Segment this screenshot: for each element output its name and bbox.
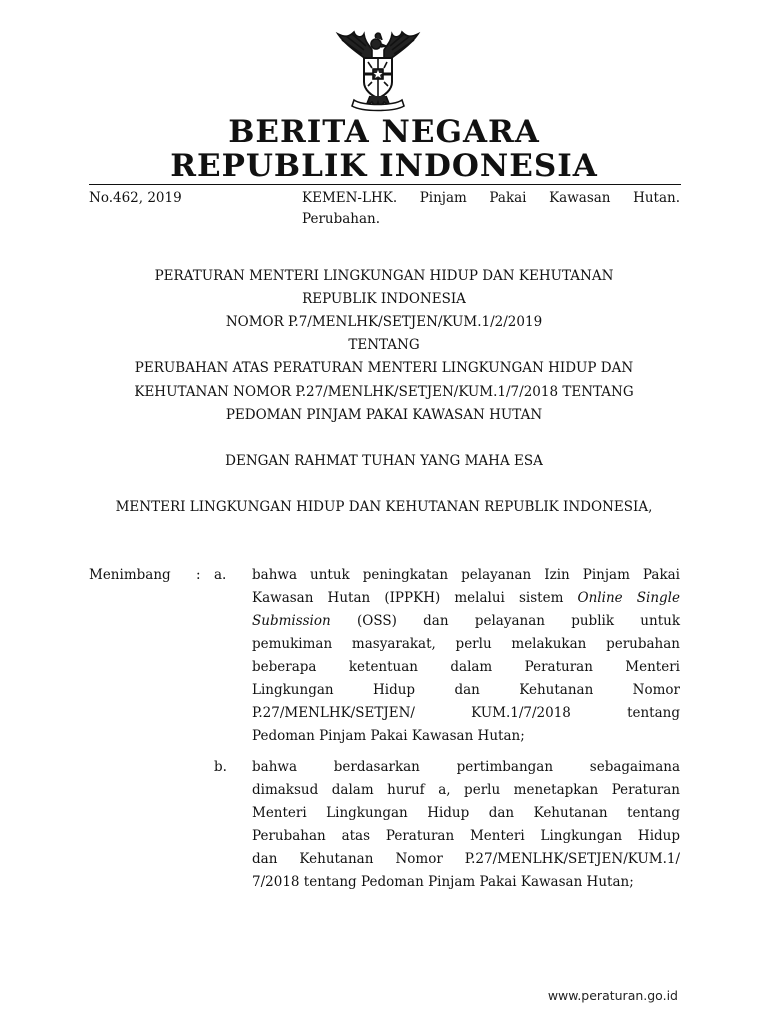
- authority-title: MENTERI LINGKUNGAN HIDUP DAN KEHUTANAN REPUBLIK INDONESIA,: [115, 499, 653, 515]
- item-b-line: dimaksud dalam huruf a, perlu menetapkan Peraturan: [252, 782, 680, 798]
- item-b-text: [252, 759, 680, 897]
- considering-colon: :: [196, 567, 201, 583]
- item-b-line: Perubahan atas Peraturan Menteri Lingkungan Hidup: [252, 828, 680, 844]
- heading-line: KEHUTANAN NOMOR P.27/MENLHK/SETJEN/KUM.1/7/2018 TENTANG: [134, 384, 634, 400]
- heading-line: PERUBAHAN ATAS PERATURAN MENTERI LINGKUNGAN HIDUP DAN: [134, 360, 634, 376]
- masthead-subtitle: REPUBLIK INDONESIA: [170, 148, 598, 184]
- masthead-title: BERITA NEGARA: [228, 114, 540, 150]
- heading-line: PERATURAN MENTERI LINGKUNGAN HIDUP DAN KEHUTANAN: [154, 268, 614, 284]
- item-a-line: beberapa ketentuan dalam Peraturan Menteri: [252, 659, 680, 675]
- item-a-line: P.27/MENLHK/SETJEN/ KUM.1/7/2018 tentang: [252, 705, 680, 721]
- item-b-marker: b.: [214, 759, 227, 775]
- masthead-rule: [89, 184, 681, 185]
- heading-line: TENTANG: [348, 337, 420, 353]
- gazette-subject-line-2: Perubahan.: [302, 211, 381, 227]
- footer-website-link[interactable]: www.peraturan.go.id: [547, 988, 678, 1003]
- item-b-line: 7/2018 tentang Pedoman Pinjam Pakai Kawasan Hutan;: [252, 874, 634, 890]
- item-a-text: [252, 567, 680, 751]
- considering-label: Menimbang: [89, 567, 171, 583]
- invocation: DENGAN RAHMAT TUHAN YANG MAHA ESA: [225, 453, 543, 469]
- item-b-line: Menteri Lingkungan Hidup dan Kehutanan tentang: [252, 805, 680, 821]
- gazette-number: No.462, 2019: [89, 190, 182, 206]
- heading-line: REPUBLIK INDONESIA: [302, 291, 466, 307]
- heading-line: NOMOR P.7/MENLHK/SETJEN/KUM.1/2/2019: [225, 314, 543, 330]
- heading-line: PEDOMAN PINJAM PAKAI KAWASAN HUTAN: [225, 407, 543, 423]
- item-a-line: Pedoman Pinjam Pakai Kawasan Hutan;: [252, 728, 525, 744]
- item-b-line: dan Kehutanan Nomor P.27/MENLHK/SETJEN/KUM.1/: [252, 851, 680, 867]
- item-a-line: Kawasan Hutan (IPPKH) melalui sistem Online Single: [252, 590, 680, 606]
- item-a-line: pemukiman masyarakat, perlu melakukan perubahan: [252, 636, 680, 652]
- garuda-emblem-icon: [332, 24, 424, 112]
- item-a-line: Lingkungan Hidup dan Kehutanan Nomor: [252, 682, 680, 698]
- item-a-line: Submission (OSS) dan pelayanan publik untuk: [252, 613, 680, 629]
- gazette-subject-line-1: KEMEN-LHK. Pinjam Pakai Kawasan Hutan.: [302, 190, 680, 206]
- item-b-line: bahwa berdasarkan pertimbangan sebagaimana: [252, 759, 680, 775]
- item-a-marker: a.: [214, 567, 227, 583]
- item-a-line: bahwa untuk peningkatan pelayanan Izin Pinjam Pakai: [252, 567, 680, 583]
